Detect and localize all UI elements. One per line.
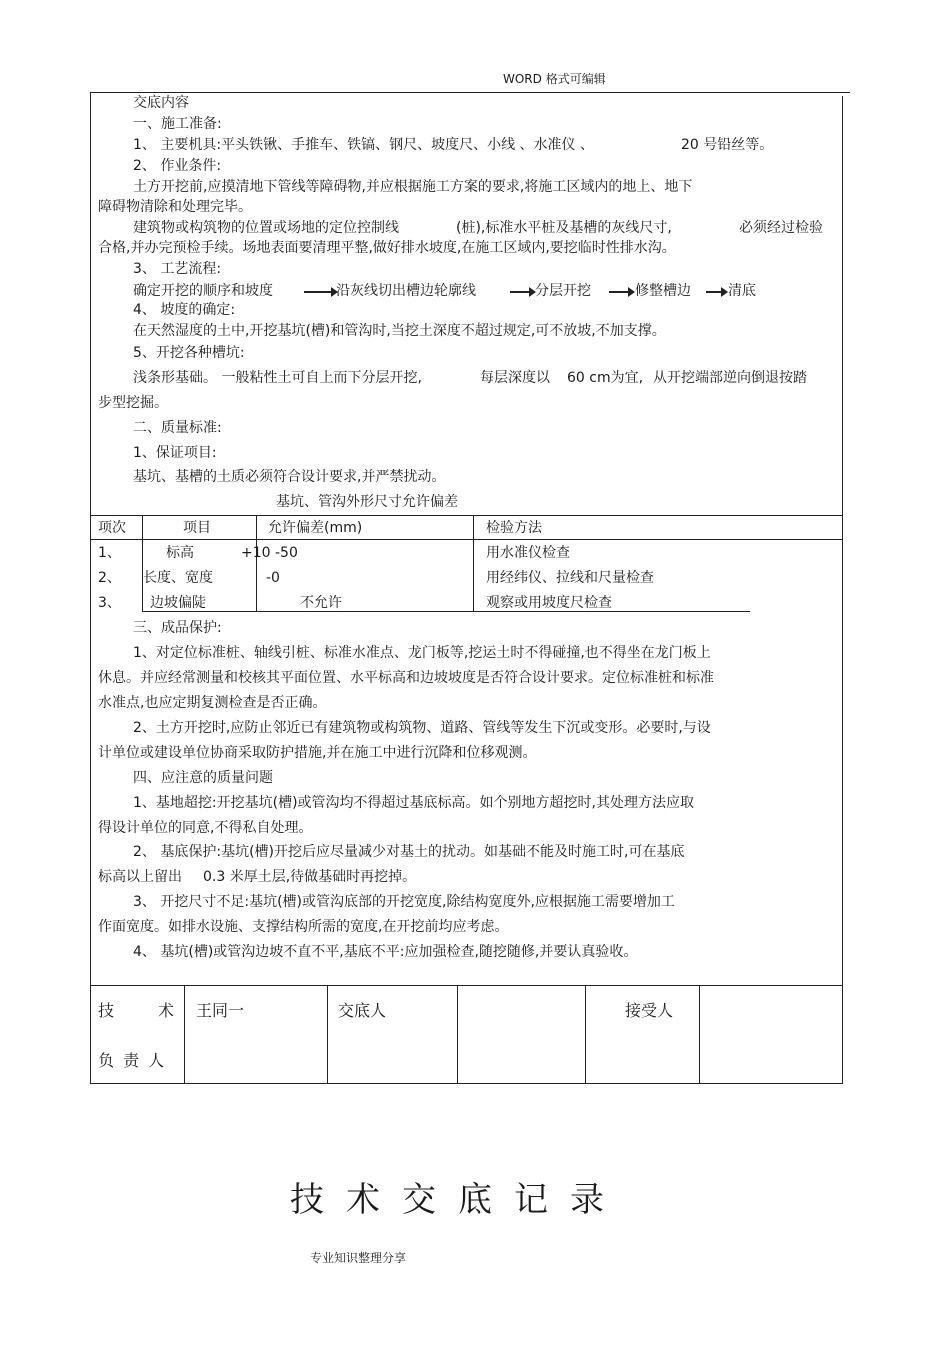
- flow-arrow-icon: [706, 291, 724, 293]
- table-col-divider: [473, 515, 474, 611]
- table-header-item: 项目: [183, 520, 211, 536]
- section-3-title: 三、成品保护:: [133, 620, 222, 636]
- issue-3-line-1: 3、 开挖尺寸不足:基坑(槽)或管沟底部的开挖宽度,除结构宽度外,应根据施工需要增加工: [133, 894, 675, 910]
- conditions-line-1: 土方开挖前,应摸清地下管线等障碍物,并应根据施工方案的要求,将施工区域内的地上、地下: [133, 179, 693, 195]
- conditions-line-4: 合格,并办完预检手续。场地表面要清理平整,做好排水坡度,在施工区域内,要挖临时性排水沟。: [98, 240, 676, 256]
- flow-arrow-icon: [510, 291, 532, 293]
- protection-1-line-3: 水准点,也应定期复测检查是否正确。: [98, 695, 327, 711]
- table-header-index: 项次: [98, 520, 126, 536]
- process-title: 3、 工艺流程:: [133, 261, 222, 277]
- table-cell: 3、: [98, 595, 121, 611]
- flow-arrow-icon: [609, 291, 631, 293]
- flow-step-2: 沿灰线切出槽边轮廓线: [336, 283, 476, 299]
- flow-arrow-icon: [304, 291, 334, 293]
- table-cell: 边坡偏陡: [150, 595, 206, 611]
- box-right-border: [842, 96, 843, 1084]
- table-col-divider: [256, 515, 257, 611]
- signature-divider: [699, 985, 700, 1084]
- section-2-title: 二、质量标准:: [133, 420, 222, 436]
- issue-4-line-1: 4、 基坑(槽)或管沟边坡不直不平,基底不平:应加强检查,随挖随修,并要认真验收。: [133, 944, 638, 960]
- table-cell: 用经纬仪、拉线和尺量检查: [486, 570, 654, 586]
- flow-step-1: 确定开挖的顺序和坡度: [133, 283, 273, 299]
- slope-title: 4、 坡度的确定:: [133, 302, 236, 318]
- trench-text-b: 每层深度以: [480, 370, 550, 386]
- issue-2-line-1: 2、 基底保护:基坑(槽)开挖后应尽量减少对基土的扰动。如基础不能及时施工时,可在基底: [133, 844, 685, 860]
- conditions-title: 2、 作业条件:: [133, 158, 222, 174]
- signature-divider: [327, 985, 328, 1084]
- table-caption: 基坑、管沟外形尺寸允许偏差: [276, 494, 458, 510]
- tech-label-char-2: 术: [158, 1001, 175, 1020]
- table-cell: 观察或用坡度尺检查: [486, 595, 612, 611]
- conditions-line-3b: (桩),标准水平桩及基槽的灰线尺寸,: [456, 220, 672, 236]
- signature-divider: [585, 985, 586, 1084]
- flow-step-4: 修整槽边: [635, 283, 691, 299]
- protection-1-line-2: 休息。并应经常测量和校核其平面位置、水平标高和边坡坡度是否符合设计要求。定位标准桩和标准: [98, 670, 714, 686]
- table-header-method: 检验方法: [486, 520, 542, 536]
- table-cell: 2、: [98, 570, 121, 586]
- signature-top-rule: [90, 985, 843, 986]
- box-left-border: [90, 92, 91, 1084]
- trench-text-e: 步型挖掘。: [98, 395, 168, 411]
- tools-line-end: 20 号铅丝等。: [681, 137, 774, 153]
- issue-1-line-2: 得设计单位的同意,不得私自处理。: [98, 820, 313, 836]
- table-cell: 标高: [166, 545, 194, 561]
- guarantee-text: 基坑、基槽的土质必须符合设计要求,并严禁扰动。: [133, 469, 446, 485]
- giver-label: 交底人: [338, 1001, 387, 1020]
- receiver-label: 接受人: [625, 1001, 674, 1020]
- page-footer: 专业知识整理分享: [310, 1251, 407, 1265]
- section-1-title: 一、施工准备:: [133, 116, 222, 132]
- table-cell: +10 -50: [241, 545, 298, 561]
- content-heading: 交底内容: [133, 95, 189, 111]
- table-cell: 不允许: [300, 595, 342, 611]
- table-top-rule: [90, 515, 843, 516]
- tools-line: 1、 主要机具:平头铁锹、手推车、铁镐、钢尺、坡度尺、小线 、水准仪 、: [133, 137, 594, 153]
- trench-text-d: 从开挖端部逆向倒退按踏: [653, 370, 807, 386]
- table-cell: 长度、宽度: [143, 570, 213, 586]
- flow-step-3: 分层开挖: [535, 283, 591, 299]
- issue-2-line-2b: 0.3 米厚土层,待做基础时再挖掉。: [203, 869, 417, 885]
- issue-2-line-2a: 标高以上留出: [98, 869, 182, 885]
- issue-1-line-1: 1、基地超挖:开挖基坑(槽)或管沟均不得超过基底标高。如个别地方超挖时,其处理方法应取: [133, 795, 694, 811]
- table-bottom-rule: [142, 611, 750, 612]
- guarantee-title: 1、保证项目:: [133, 445, 217, 461]
- header-rule: [90, 92, 850, 93]
- tech-lead-name: 王同一: [196, 1001, 245, 1020]
- protection-2-line-2: 计单位或建设单位协商采取防护措施,并在施工中进行沉降和位移观测。: [98, 745, 537, 761]
- document-title: 技术交底记录: [290, 1180, 626, 1220]
- table-cell: 1、: [98, 545, 121, 561]
- page-header: WORD 格式可编辑: [503, 72, 606, 86]
- conditions-line-2: 障碍物清除和处理完毕。: [98, 199, 252, 215]
- flow-step-5: 清底: [728, 283, 756, 299]
- signature-divider: [457, 985, 458, 1084]
- signature-divider: [184, 985, 185, 1084]
- protection-2-line-1: 2、土方开挖时,应防止邻近已有建筑物或构筑物、道路、管线等发生下沉或变形。必要时,与设: [133, 720, 711, 736]
- conditions-line-3c: 必须经过检验: [739, 220, 823, 236]
- slope-text: 在天然湿度的土中,开挖基坑(槽)和管沟时,当挖土深度不超过规定,可不放坡,不加支撑。: [133, 323, 666, 339]
- protection-1-line-1: 1、对定位标准桩、轴线引桩、标准水准点、龙门板等,挖运土时不得碰撞,也不得坐在龙门板上: [133, 645, 711, 661]
- tech-label-char-1: 技: [98, 1001, 115, 1020]
- table-header-rule: [90, 539, 843, 540]
- conditions-line-3a: 建筑物或构筑物的位置或场地的定位控制线: [133, 220, 399, 236]
- trench-text-a: 浅条形基础。 一般粘性土可自上而下分层开挖,: [133, 370, 422, 386]
- trench-text-c: 60 cm为宜,: [567, 370, 644, 386]
- section-4-title: 四、应注意的质量问题: [133, 770, 273, 786]
- table-col-divider: [142, 515, 143, 611]
- trench-title: 5、开挖各种槽坑:: [133, 345, 245, 361]
- table-cell: 用水准仪检查: [486, 545, 570, 561]
- table-header-tolerance: 允许偏差(mm): [268, 520, 363, 536]
- tech-label-line-2: 负 责 人: [98, 1051, 167, 1070]
- table-cell: -0: [266, 570, 280, 586]
- issue-3-line-2: 作面宽度。如排水设施、支撑结构所需的宽度,在开挖前均应考虑。: [98, 919, 509, 935]
- box-bottom-border: [90, 1083, 843, 1084]
